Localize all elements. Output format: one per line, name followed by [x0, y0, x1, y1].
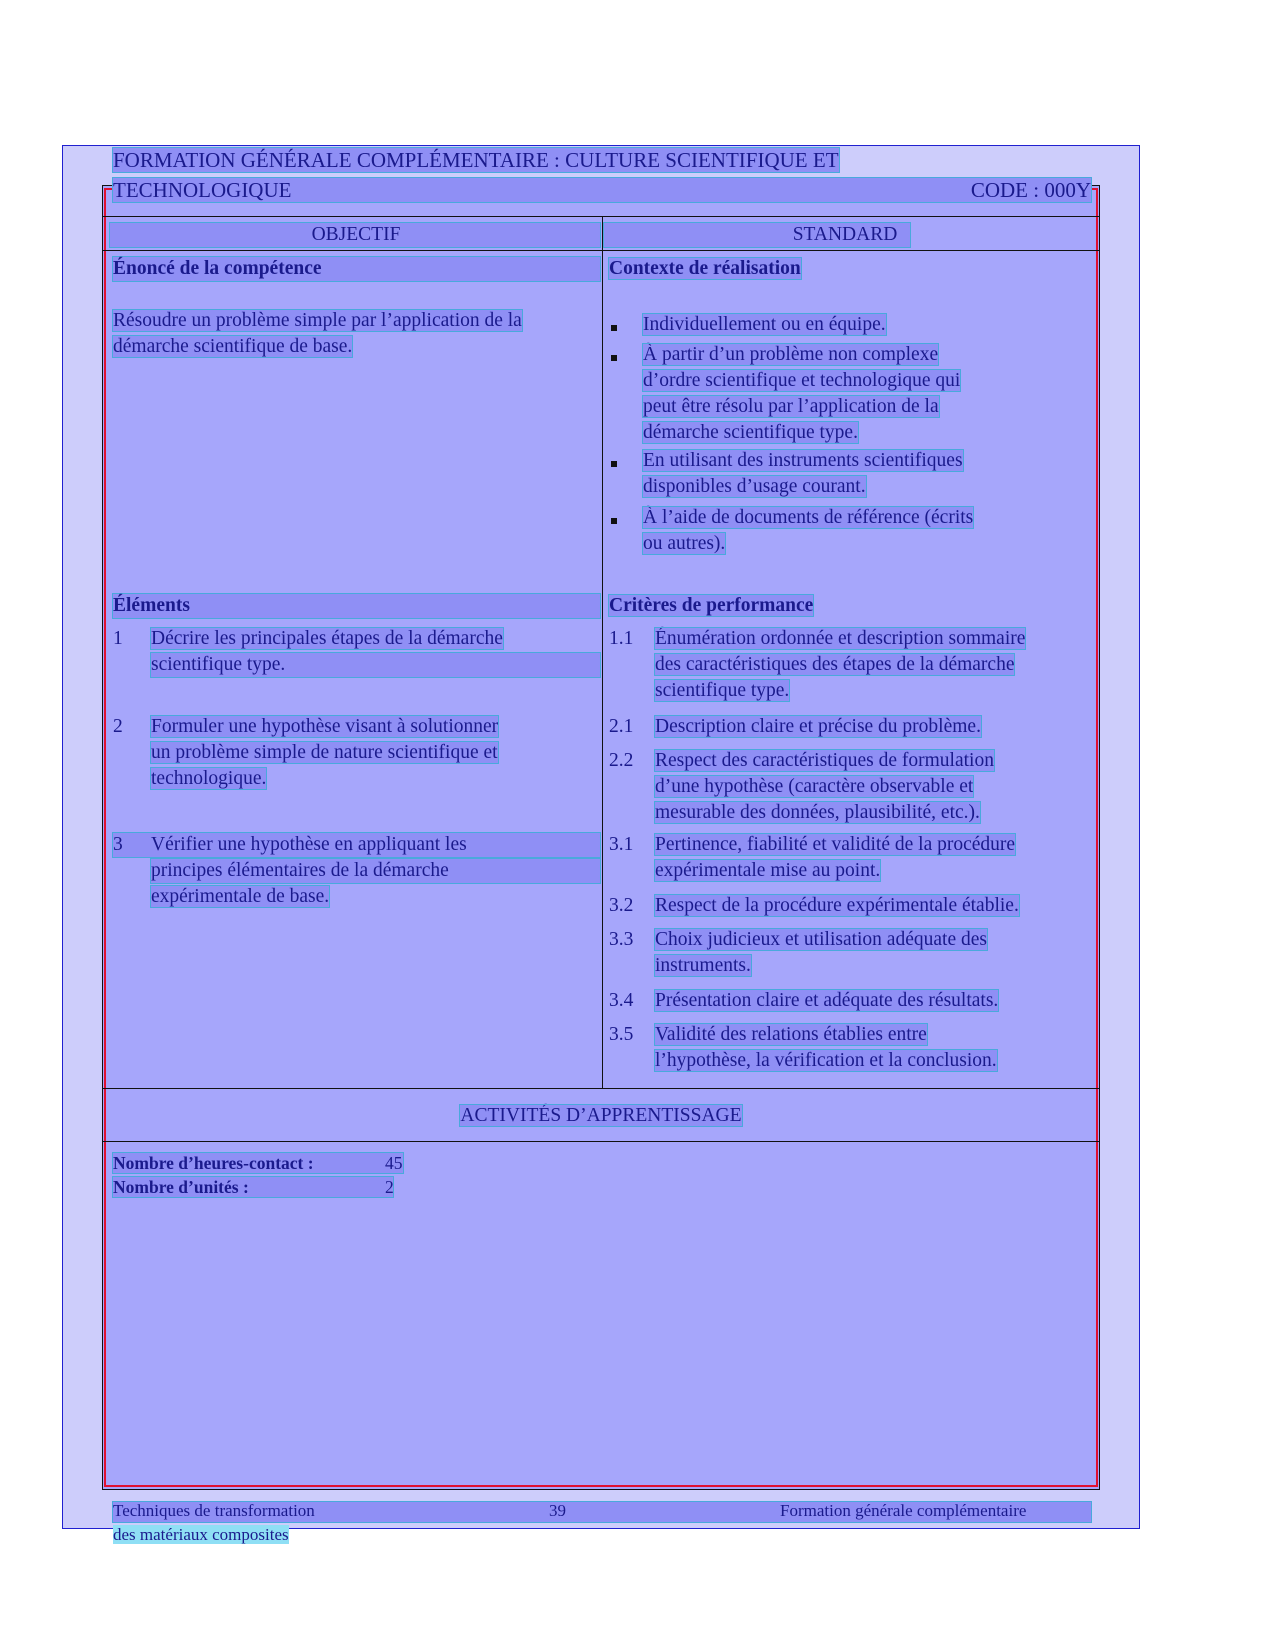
page-number: 39: [549, 1501, 566, 1520]
critere-text: instruments.: [655, 955, 751, 976]
critere-text: Respect des caractéristiques de formulation: [655, 750, 994, 771]
contexte-item: En utilisant des instruments scientifiques: [643, 450, 963, 471]
element-text: expérimentale de base.: [151, 886, 330, 907]
contexte-item: Individuellement ou en équipe.: [643, 314, 886, 335]
contexte-item: peut être résolu par l’application de la: [643, 396, 939, 417]
footer-program: Techniques de transformation: [113, 1501, 315, 1520]
contexte-item: disponibles d’usage courant.: [643, 476, 866, 497]
critere-number: 3.5: [609, 1024, 634, 1045]
bullet-icon: [611, 355, 617, 361]
critere-text: Description claire et précise du problème.: [655, 716, 981, 737]
critere-text: Énumération ordonnée et description sommaire: [655, 628, 1026, 649]
element-text: Vérifier une hypothèse en appliquant les: [151, 834, 467, 855]
footer-program-line2: des matériaux composites: [113, 1525, 289, 1544]
element-text: scientifique type.: [151, 654, 286, 675]
title-line-2: TECHNOLOGIQUE: [113, 178, 292, 202]
critere-text: Choix judicieux et utilisation adéquate des: [655, 929, 987, 950]
critere-text: Pertinence, fiabilité et validité de la procédure: [655, 834, 1016, 855]
contexte-item: À partir d’un problème non complexe: [643, 344, 939, 365]
document-title: [113, 148, 839, 172]
critere-number: 3.1: [609, 834, 634, 855]
col-objectif: OBJECTIF: [311, 224, 401, 245]
critere-text: scientifique type.: [655, 680, 790, 701]
element-number: 2: [113, 716, 123, 737]
element-number: 1: [113, 628, 123, 649]
column-divider: [602, 216, 603, 1088]
footer-section: Formation générale complémentaire: [780, 1501, 1027, 1520]
critere-number: 2.2: [609, 750, 634, 771]
rule: [102, 250, 1100, 251]
bullet-icon: [611, 518, 617, 524]
contexte-item: d’ordre scientifique et technologique qui: [643, 370, 961, 391]
critere-text: Validité des relations établies entre: [655, 1024, 927, 1045]
critere-text: Présentation claire et adéquate des résultats.: [655, 990, 999, 1011]
critere-number: 3.3: [609, 929, 634, 950]
unites-value: 2: [385, 1177, 394, 1197]
unites-label: Nombre d’unités :: [113, 1177, 249, 1197]
element-number: 3: [113, 834, 123, 855]
element-text: Formuler une hypothèse visant à solutionner: [151, 716, 499, 737]
rule: [102, 1141, 1100, 1142]
critere-text: l’hypothèse, la vérification et la conclusion.: [655, 1050, 997, 1071]
critere-text: mesurable des données, plausibilité, etc.).: [655, 802, 980, 823]
bullet-icon: [611, 461, 617, 467]
course-code: CODE : 000Y: [970, 178, 1091, 202]
rule: [102, 216, 1100, 217]
enonce-heading: Énoncé de la compétence: [113, 258, 322, 279]
enonce-text-2: démarche scientifique de base.: [113, 336, 353, 357]
critere-number: 2.1: [609, 716, 634, 737]
elements-heading: Éléments: [113, 595, 190, 616]
critere-number: 1.1: [609, 628, 634, 649]
element-text: un problème simple de nature scientifique et: [151, 742, 498, 763]
title-line-1: FORMATION GÉNÉRALE COMPLÉMENTAIRE : CULTURE SCIENTIFIQUE ET: [113, 148, 839, 172]
rule: [102, 1088, 1100, 1089]
critere-text: expérimentale mise au point.: [655, 860, 881, 881]
critere-text: des caractéristiques des étapes de la démarche: [655, 654, 1015, 675]
enonce-text-1: Résoudre un problème simple par l’application de la: [113, 310, 522, 331]
element-text: Décrire les principales étapes de la démarche: [151, 628, 503, 649]
critere-number: 3.4: [609, 990, 634, 1011]
critere-number: 3.2: [609, 895, 634, 916]
contexte-item: démarche scientifique type.: [643, 422, 858, 443]
element-text: principes élémentaires de la démarche: [151, 860, 449, 881]
critere-text: d’une hypothèse (caractère observable et: [655, 776, 974, 797]
critere-text: Respect de la procédure expérimentale établie.: [655, 895, 1019, 916]
contexte-item: ou autres).: [643, 533, 726, 554]
col-standard: STANDARD: [792, 224, 898, 245]
contexte-item: À l’aide de documents de référence (écrits: [643, 507, 974, 528]
bullet-icon: [611, 325, 617, 331]
element-text: technologique.: [151, 768, 267, 789]
contexte-heading: Contexte de réalisation: [609, 258, 801, 279]
heures-value: 45: [385, 1153, 403, 1173]
criteres-heading: Critères de performance: [609, 595, 814, 616]
activites-heading: ACTIVITÉS D’APPRENTISSAGE: [460, 1105, 742, 1126]
heures-label: Nombre d’heures-contact :: [113, 1153, 314, 1173]
